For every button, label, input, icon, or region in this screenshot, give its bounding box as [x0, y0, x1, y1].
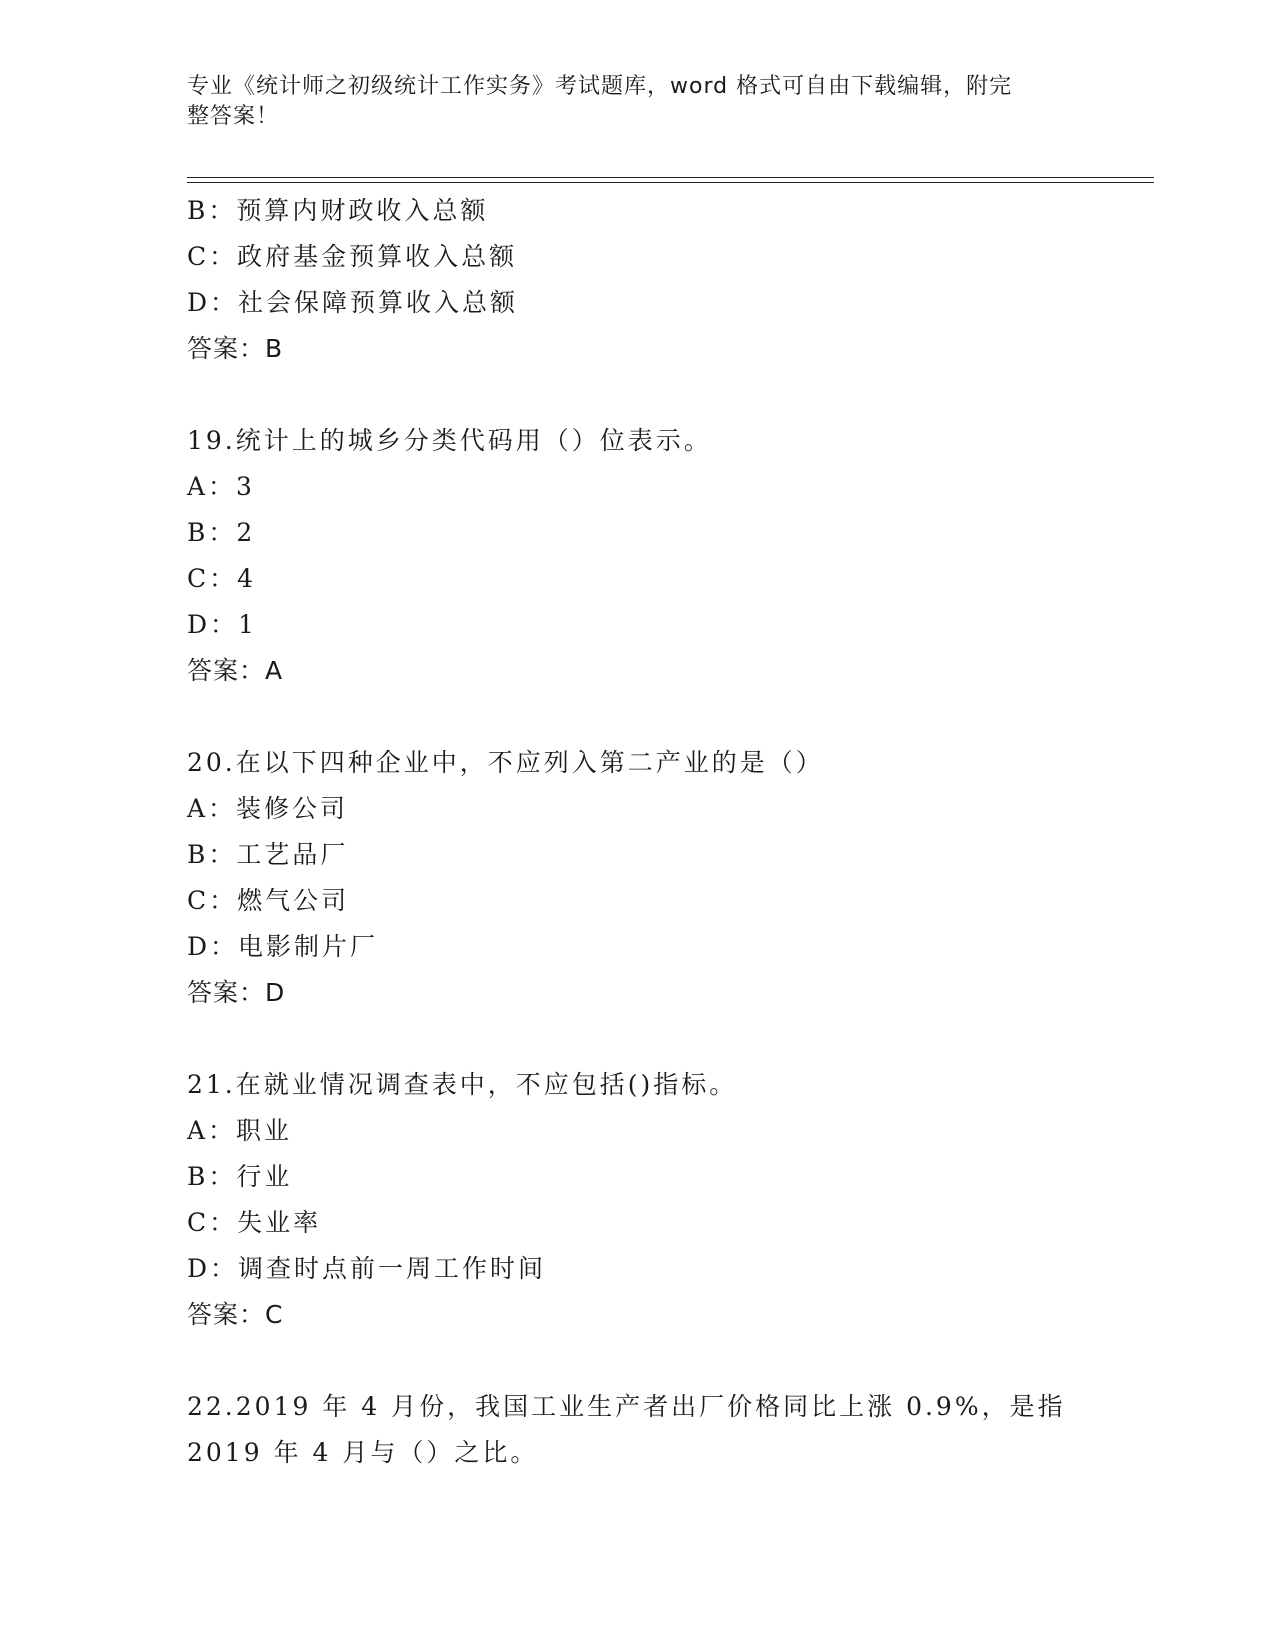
spacer — [187, 1016, 1147, 1062]
option-c: C：失业率 — [187, 1208, 322, 1237]
question-list — [187, 188, 1147, 1476]
document-header — [187, 72, 1067, 132]
option-a: A：3 — [187, 472, 255, 501]
question-stem: 20.在以下四种企业中，不应列入第二产业的是（） — [187, 748, 824, 777]
answer: 答案：D — [187, 978, 286, 1007]
option-b: B：2 — [187, 518, 256, 547]
option-d: D：电影制片厂 — [187, 932, 379, 961]
option-c: C：政府基金预算收入总额 — [187, 242, 518, 271]
header-divider-top — [187, 177, 1154, 178]
question-stem-line-2: 2019 年 4 月与（）之比。 — [187, 1438, 539, 1467]
spacer — [187, 1338, 1147, 1384]
question-18-tail — [187, 188, 1147, 372]
option-a: A：装修公司 — [187, 794, 349, 823]
answer: 答案：B — [187, 334, 284, 363]
option-c: C：燃气公司 — [187, 886, 350, 915]
header-line-2: 整答案！ — [187, 104, 280, 129]
question-22 — [187, 1384, 1147, 1476]
header-line-1: 专业《统计师之初级统计工作实务》考试题库，word 格式可自由下载编辑，附完 — [187, 74, 1013, 99]
question-stem: 21.在就业情况调查表中，不应包括()指标。 — [187, 1070, 738, 1099]
question-21 — [187, 1062, 1147, 1338]
option-b: B：工艺品厂 — [187, 840, 349, 869]
question-stem: 19.统计上的城乡分类代码用（）位表示。 — [187, 426, 712, 455]
option-d: D：1 — [187, 610, 257, 639]
answer: 答案：C — [187, 1300, 284, 1329]
option-a: A：职业 — [187, 1116, 293, 1145]
header-divider-bottom — [187, 182, 1154, 183]
question-stem-line-1: 22.2019 年 4 月份，我国工业生产者出厂价格同比上涨 0.9%，是指 — [187, 1392, 1066, 1421]
option-b: B：预算内财政收入总额 — [187, 196, 489, 225]
option-d: D：调查时点前一周工作时间 — [187, 1254, 547, 1283]
option-b: B：行业 — [187, 1162, 293, 1191]
question-20 — [187, 740, 1147, 1016]
option-d: D：社会保障预算收入总额 — [187, 288, 519, 317]
answer: 答案：A — [187, 656, 284, 685]
option-c: C：4 — [187, 564, 257, 593]
spacer — [187, 694, 1147, 740]
question-19 — [187, 418, 1147, 694]
spacer — [187, 372, 1147, 418]
